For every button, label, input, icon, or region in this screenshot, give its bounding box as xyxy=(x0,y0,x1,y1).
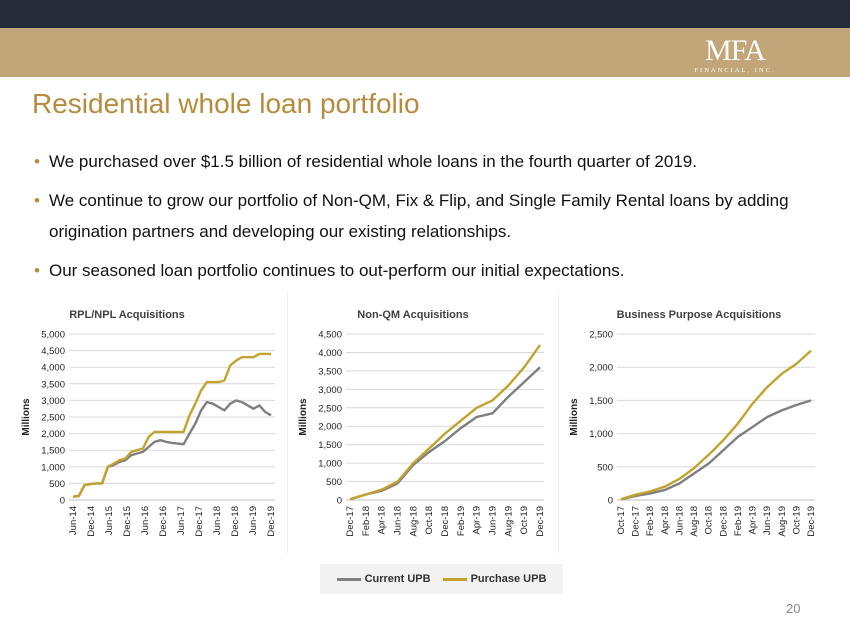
x-tick-label: Jun-19 xyxy=(248,506,259,536)
legend-item-current xyxy=(337,573,431,585)
x-tick-label: Dec-18 xyxy=(718,506,730,537)
x-tick-label: Oct-18 xyxy=(424,506,436,535)
page-number: 20 xyxy=(786,601,801,616)
x-tick-label: Jun-18 xyxy=(212,506,223,536)
x-tick-label: Jun-18 xyxy=(392,506,404,536)
business-purpose-chart xyxy=(559,292,833,554)
y-axis-label: Millions xyxy=(569,398,580,436)
y-tick-label: 500 xyxy=(326,477,342,489)
current-upb-line xyxy=(621,400,811,499)
bullet-item xyxy=(34,255,844,286)
purchase-upb-line xyxy=(621,351,811,500)
y-tick-label: 5,000 xyxy=(41,329,65,341)
chart-title: RPL/NPL Acquisitions xyxy=(69,309,185,321)
x-tick-label: Aug-19 xyxy=(503,506,515,537)
y-tick-label: 0 xyxy=(59,495,65,507)
x-tick-label: Jun-17 xyxy=(176,506,187,536)
purchase-upb-line xyxy=(350,345,540,499)
x-tick-label: Aug-18 xyxy=(689,506,701,537)
x-tick-label: Jun-14 xyxy=(68,506,79,536)
x-tick-label: Jun-15 xyxy=(104,506,115,536)
bullet-text: We continue to grow our portfolio of Non-QM, Fix & Flip, and Single Family Rental loans by adding origination partners and developing our existing relationships. xyxy=(49,191,789,241)
y-tick-label: 3,500 xyxy=(41,379,65,391)
y-tick-label: 1,000 xyxy=(318,458,342,470)
bullet-dot-icon: • xyxy=(34,261,40,280)
y-tick-label: 1,000 xyxy=(589,429,613,441)
x-tick-label: Dec-17 xyxy=(630,506,642,537)
x-tick-label: Dec-17 xyxy=(345,506,356,537)
x-tick-label: Dec-19 xyxy=(266,506,277,537)
x-tick-label: Apr-18 xyxy=(376,506,388,535)
bullet-text: Our seasoned loan portfolio continues to out-perform our initial expectations. xyxy=(49,261,625,280)
y-axis-label: Millions xyxy=(298,398,309,436)
legend-label-purchase: Purchase UPB xyxy=(470,573,547,585)
slide-title: Residential whole loan portfolio xyxy=(32,88,420,119)
y-tick-label: 1,500 xyxy=(41,445,65,457)
legend-label-current: Current UPB xyxy=(364,573,431,585)
logo-subtext: FINANCIAL, INC. xyxy=(694,67,776,74)
x-tick-label: Jun-18 xyxy=(674,506,686,536)
x-tick-label: Dec-15 xyxy=(122,506,133,537)
rpl-npl-chart-svg xyxy=(17,292,287,554)
y-tick-label: 4,000 xyxy=(41,362,65,374)
x-tick-label: Dec-17 xyxy=(194,506,205,537)
y-axis-label: Millions xyxy=(21,398,32,436)
y-tick-label: 3,000 xyxy=(318,384,342,396)
bullet-item xyxy=(34,146,844,177)
x-tick-label: Dec-19 xyxy=(806,506,817,537)
y-tick-label: 3,500 xyxy=(318,366,342,378)
bullet-item xyxy=(34,185,844,247)
company-logo xyxy=(690,36,780,76)
business-purpose-chart-svg xyxy=(559,292,833,554)
chart-title: Non-QM Acquisitions xyxy=(357,309,469,321)
y-tick-label: 500 xyxy=(49,478,65,490)
non-qm-chart-svg xyxy=(288,292,558,554)
y-tick-label: 4,000 xyxy=(318,347,342,359)
bullet-dot-icon: • xyxy=(34,191,40,210)
legend-swatch-purchase xyxy=(443,578,467,581)
x-tick-label: Oct-19 xyxy=(519,506,531,535)
y-tick-label: 1,500 xyxy=(589,395,613,407)
legend-item-purchase xyxy=(443,573,547,585)
x-tick-label: Oct-18 xyxy=(703,506,715,535)
x-tick-label: Dec-14 xyxy=(86,506,97,537)
y-tick-label: 1,000 xyxy=(41,462,65,474)
x-tick-label: Dec-19 xyxy=(535,506,546,537)
y-tick-label: 2,500 xyxy=(318,403,342,415)
x-tick-label: Jun-19 xyxy=(487,506,499,536)
chart-legend xyxy=(320,564,563,594)
logo-mark: MFA xyxy=(705,34,765,67)
y-tick-label: 0 xyxy=(336,495,342,507)
y-tick-label: 4,500 xyxy=(41,346,65,358)
purchase-upb-line xyxy=(73,354,271,497)
x-tick-label: Jun-19 xyxy=(762,506,774,536)
y-tick-label: 2,500 xyxy=(589,329,613,341)
legend-swatch-current xyxy=(337,578,361,581)
bullet-text: We purchased over $1.5 billion of residential whole loans in the fourth quarter of 2019. xyxy=(49,152,697,171)
x-tick-label: Oct-17 xyxy=(616,506,627,535)
x-tick-label: Aug-19 xyxy=(776,506,788,537)
y-tick-label: 4,500 xyxy=(318,329,342,341)
x-tick-label: Feb-19 xyxy=(732,506,744,537)
top-bar xyxy=(0,0,850,28)
bullet-dot-icon: • xyxy=(34,152,40,171)
x-tick-label: Feb-18 xyxy=(360,506,372,537)
x-tick-label: Apr-19 xyxy=(747,506,759,535)
rpl-npl-chart xyxy=(17,292,287,554)
non-qm-chart xyxy=(288,292,558,554)
x-tick-label: Jun-16 xyxy=(140,506,151,536)
y-tick-label: 1,500 xyxy=(318,440,342,452)
y-tick-label: 2,000 xyxy=(589,362,613,374)
bullet-list xyxy=(34,146,844,294)
chart-title: Business Purpose Acquisitions xyxy=(616,309,782,321)
x-tick-label: Dec-18 xyxy=(440,506,451,537)
y-tick-label: 0 xyxy=(607,495,613,507)
x-tick-label: Dec-18 xyxy=(230,506,241,537)
x-tick-label: Apr-19 xyxy=(471,506,483,535)
y-tick-label: 2,000 xyxy=(41,429,65,441)
x-tick-label: Feb-18 xyxy=(645,506,657,537)
y-tick-label: 3,000 xyxy=(41,395,65,407)
y-tick-label: 500 xyxy=(597,462,613,474)
x-tick-label: Dec-16 xyxy=(158,506,169,537)
x-tick-label: Apr-18 xyxy=(659,506,671,535)
x-tick-label: Oct-19 xyxy=(791,506,803,535)
y-tick-label: 2,000 xyxy=(318,421,342,433)
y-tick-label: 2,500 xyxy=(41,412,65,424)
x-tick-label: Feb-19 xyxy=(455,506,467,537)
x-tick-label: Aug-18 xyxy=(408,506,420,537)
charts-panel xyxy=(17,292,833,554)
